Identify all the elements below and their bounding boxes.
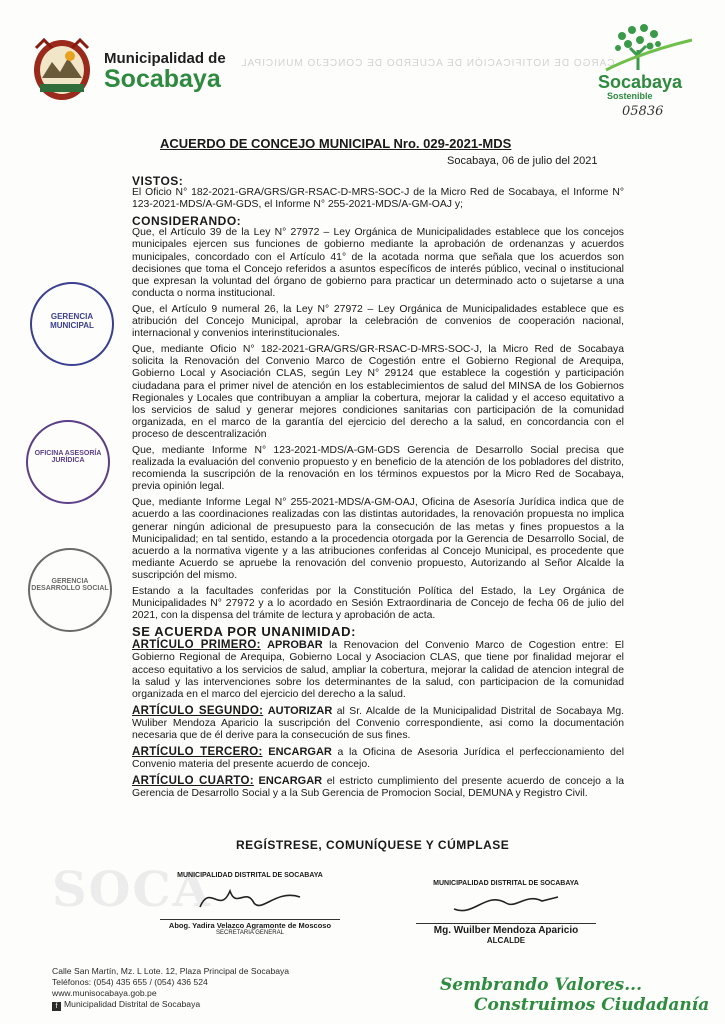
article-heading: ARTÍCULO PRIMERO: <box>132 639 261 652</box>
considerando-paragraph: Que, mediante Informe Legal N° 255-2021-MDS/A-GM-OAJ, Oficina de Asesoría Jurídica indica que de acuerdo a las coordinaciones realizadas con las distintas autoridades, la renovación propuesta no implica generar ningún adicional de presupuesto para la consecución de las metas y fines propuestos a la Municipalidad; en tal sentido, estando a la procedencia otorgada por la Gerencia de Desarrollo Social, de acuerdo a la normativa vigente y a las atribuciones conferidas al Concejo Municipal, es procedente que mediante Acuerdo se apruebe la renovación del convenio propuesto, Autorizando al Señor Alcalde la suscripción del mismo. <box>132 497 624 581</box>
handwritten-signature-icon <box>446 887 566 921</box>
slogan-line-1: Sembrando Valores... <box>440 975 642 995</box>
considerando-paragraph: Que, el Artículo 39 de la Ley N° 27972 – Ley Orgánica de Municipalidades establece que los concejos municipales ejercen sus funciones de gobierno mediante la aprobación de ordenanzas y acuerdos municipales, concordado con el Artículo 41° de la acotada norma que señala que los acuerdos son decisiones que toma el Concejo referidos a asuntos específicos de interés público, vecinal o institucional que expresan la voluntad del órgano de gobierno para practicar un determinado acto o sujetarse a una conducta o norma institucional. <box>132 227 624 299</box>
signature-alcalde <box>416 880 596 945</box>
municipal-coat-of-arms-icon <box>30 34 94 102</box>
bleed-through-text: CARGO DE NOTIFICACIÓN DE ACUERDO DE CONCEJO MUNICIPAL <box>240 58 615 69</box>
signature-stamp-header: MUNICIPALIDAD DISTRITAL DE SOCABAYA <box>177 872 323 879</box>
signatory-role: ALCALDE <box>486 936 526 945</box>
stamp-gerencia-municipal <box>30 282 114 366</box>
footer-address: Calle San Martín, Mz. L Lote. 12, Plaza Principal de Socabaya <box>52 966 290 976</box>
stamp-desarrollo-social <box>28 548 112 632</box>
slogan-line-2: Construimos Ciudadanía <box>474 995 710 1015</box>
article-verb: AUTORIZAR <box>267 704 333 717</box>
letterhead <box>0 0 725 135</box>
article-text: a la Oficina de Asesoria Jurídica el perfeccionamiento del Convenio materia del presente acuerdo de concejo. <box>132 747 624 771</box>
stamp-label: GERENCIA DESARROLLO SOCIAL <box>31 578 109 592</box>
facebook-icon: f <box>52 1002 61 1011</box>
watermark-text: SOCA <box>52 862 212 918</box>
acuerda-heading: SE ACUERDA POR UNANIMIDAD: <box>132 624 357 640</box>
handwritten-registry-number: 05836 <box>622 104 664 119</box>
considerando-paragraph: Estando a la facultades conferidas por la Constitución Política del Estado, la Ley Orgánica de Municipalidades N° 27972 y a lo acordado en Sesión Extraordinaria de Concejo de fecha 06 de julio del 2021, con la dispensa del trámite de lectura y aprobación de acta. <box>132 586 624 622</box>
considerando-heading: CONSIDERANDO: <box>132 214 242 229</box>
signatory-role: SECRETARIA GENERAL <box>216 930 284 936</box>
article-verb: APROBAR <box>267 639 323 652</box>
document-body <box>132 175 624 805</box>
stamp-label: GERENCIA MUNICIPAL <box>50 312 94 330</box>
signatory-name: Abog. Yadira Velazco Agramonte de Moscoso <box>160 919 340 930</box>
article-heading: ARTÍCULO SEGUNDO: <box>132 704 264 717</box>
article-segundo <box>132 705 624 742</box>
article-text: el estricto cumplimiento del presente acuerdo de concejo a la Gerencia de Desarrollo Social y a la Sub Gerencia de Promocion Social, DEMUNA y Registro Civil. <box>132 776 625 800</box>
municipality-name <box>104 50 226 91</box>
article-verb: ENCARGAR <box>258 775 323 788</box>
article-cuarto <box>132 775 624 800</box>
footer-website[interactable]: www.munisocabaya.gob.pe <box>52 988 157 998</box>
article-primero <box>132 639 624 700</box>
signature-stamp-header: MUNICIPALIDAD DISTRITAL DE SOCABAYA <box>433 880 579 887</box>
brand-subtitle: Sostenible <box>607 91 653 101</box>
article-tercero <box>132 746 624 771</box>
footer-contact <box>52 966 289 1011</box>
closing-formula: REGÍSTRESE, COMUNÍQUESE Y CÚMPLASE <box>236 838 510 852</box>
considerando-paragraph: Que, el Artículo 9 numeral 26, la Ley N° 27972 – Ley Orgánica de Municipalidades establece que es atribución del Concejo Municipal, aprobar la celebración de convenios de cooperación nacional, internacional y convenios interinstitucionales. <box>132 303 624 340</box>
footer-facebook-label: Municipalidad Distrital de Socabaya <box>64 999 201 1009</box>
document-title: ACUERDO DE CONCEJO MUNICIPAL Nro. 029-2021-MDS <box>160 136 512 151</box>
vistos-heading: VISTOS: <box>132 174 184 188</box>
footer-facebook[interactable] <box>52 999 289 1011</box>
signatory-name: Mg. Wuilber Mendoza Aparicio <box>416 923 596 936</box>
article-text: la Renovacion del Convenio Marco de Cogestion entre: El Gobierno Regional de Arequipa, Gobierno Local y Asociacion CLAS, que tiene por finalidad mejorar el acceso equitativo a los servicios de salud, ampliar la cobertura, mejorar la calidad de atencion integral de la salud y las intervenciones sobre los determinantes de la salud, con participacion de la comunidad organizada en el marco del ejercicio del derecho a la salud. <box>132 640 624 700</box>
article-heading: ARTÍCULO TERCERO: <box>132 746 263 759</box>
stamp-label: OFICINA ASESORÍA JURÍDICA <box>34 450 102 464</box>
article-verb: ENCARGAR <box>268 746 332 759</box>
article-text: al Sr. Alcalde de la Municipalidad Distrital de Socabaya Mg. Wuliber Mendoza Aparicio la suscripción del Convenio correspondiente, asi como la documentación necesaria que de él derive para la consecución de sus fines. <box>132 705 624 742</box>
considerando-paragraph: Que, mediante Oficio N° 182-2021-GRA/GRS/GR-RSAC-D-MRS-SOC-J, la Micro Red de Socabaya solicita la Renovación del Convenio Marco de Cogestión entre el Gobierno Regional de Arequipa, Gobierno Local y Asociación CLAS, según Ley N° 29124 que establece la cogestión y participación ciudadana para el primer nivel de atención en los establecimientos de salud del MINSA de los Gobiernos Regionales y Locales que contribuyan a ampliar la cobertura, mejorar la calidad y el acceso equitativo a los servicios de salud y generar mejores condiciones sanitarias con participación de la comunidad organizada, en el marco de la garantía del ejercicio del derecho a la salud, en concordancia con el proceso de descentralización <box>132 344 624 440</box>
document-date: Socabaya, 06 de julio del 2021 <box>447 155 598 167</box>
signature-secretaria <box>160 872 340 936</box>
municipality-small-label: Municipalidad de <box>104 50 226 67</box>
considerando-paragraph: Que, mediante Informe N° 123-2021-MDS/A-GM-GDS Gerencia de Desarrollo Social precisa que realizada la evaluación del convenio propuesto y en beneficio de la atención de los pobladores del distrito, recomienda la suscripción de la renovación en los términos expuestos por la Micro Red de Socabaya, previa opinión legal. <box>132 444 624 493</box>
stamp-asesoria-juridica <box>26 420 110 504</box>
footer-phones: Teléfonos: (054) 435 655 / (054) 436 524 <box>52 977 208 987</box>
brand-name: Socabaya <box>598 72 683 92</box>
municipality-big-label: Socabaya <box>104 65 221 93</box>
handwritten-signature-icon <box>190 879 310 917</box>
article-heading: ARTÍCULO CUARTO: <box>132 775 254 788</box>
vistos-text: El Oficio N° 182-2021-GRA/GRS/GR-RSAC-D-MRS-SOC-J de la Micro Red de Socabaya, el Informe N° 123-2021-MDS/A-GM-GDS, el Informe N° 255-2021-MDS/A-GM-OAJ y; <box>132 187 624 211</box>
